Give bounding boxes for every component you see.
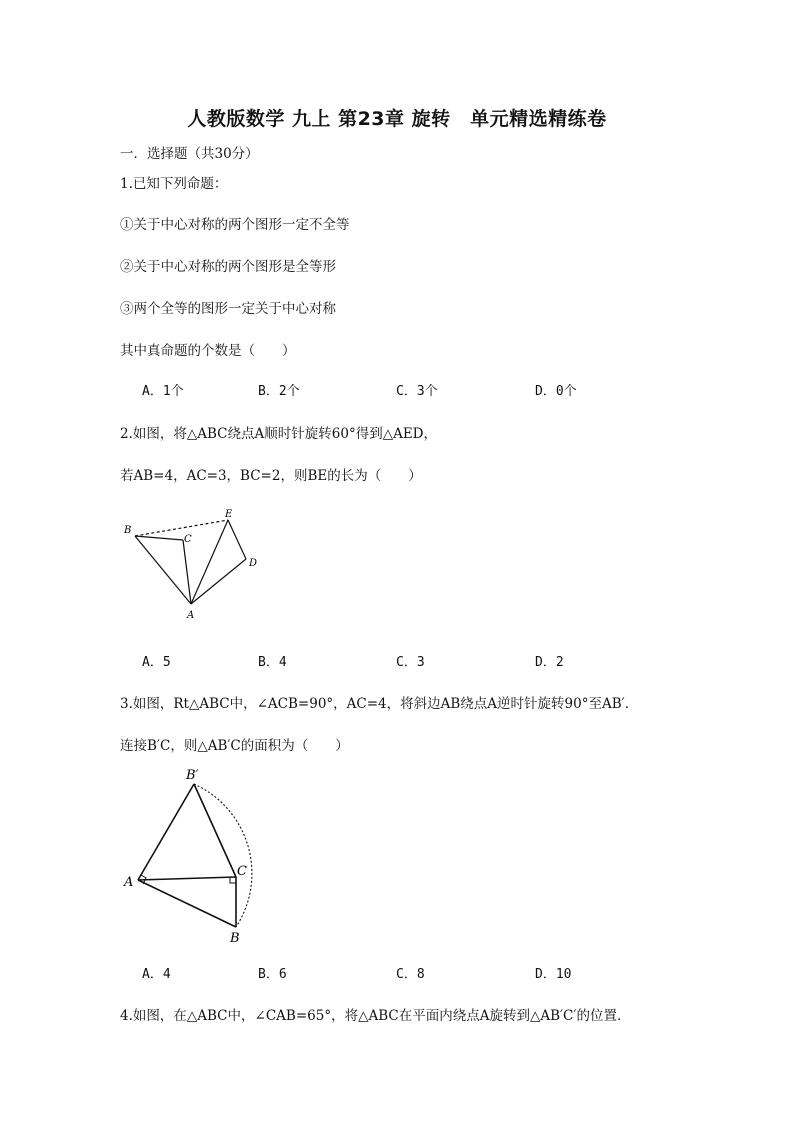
label-e: E — [225, 509, 233, 520]
q3-option-a[interactable]: A．4 — [142, 967, 171, 982]
label-bprime: B′ — [186, 768, 199, 783]
q1-option-b[interactable]: B．2个 — [258, 384, 300, 399]
q3-figure — [118, 762, 268, 947]
q1-option-a[interactable]: A．1个 — [142, 384, 184, 399]
segment-bc — [135, 536, 183, 540]
segment-ac — [138, 877, 236, 880]
rotation-arc — [194, 784, 252, 927]
q3-line-2: 连接B′C，则△AB′C的面积为（ ） — [120, 738, 349, 754]
q1-stem: 1.已知下列命题： — [120, 176, 228, 192]
q3-option-b[interactable]: B．6 — [258, 967, 287, 982]
q1-statement-2: ②关于中心对称的两个图形是全等形 — [120, 259, 336, 275]
segment-be-dashed — [135, 520, 228, 536]
q1-option-d[interactable]: D．0个 — [535, 384, 577, 399]
q2-option-d[interactable]: D．2 — [535, 655, 564, 670]
page-title: 人教版数学 九上 第23章 旋转 单元精选精练卷 — [187, 108, 607, 130]
segment-bprime-c — [194, 784, 236, 877]
section-heading: 一．选择题（共30分） — [120, 146, 259, 162]
q2-line-1: 2.如图，将△ABC绕点A顺时针旋转60°得到△AED， — [120, 426, 437, 442]
q2-figure — [118, 500, 278, 630]
q1-statement-1: ①关于中心对称的两个图形一定不全等 — [120, 217, 350, 233]
segment-ca — [183, 540, 191, 604]
label-a: A — [187, 610, 195, 621]
segment-ba — [135, 536, 191, 604]
segment-bprime-a — [138, 784, 194, 880]
label-c: C — [184, 534, 192, 545]
label-b: B — [230, 931, 240, 946]
segment-ae — [191, 520, 228, 604]
q1-statement-3: ③两个全等的图形一定关于中心对称 — [120, 301, 336, 317]
segment-ed — [228, 520, 246, 559]
q4-line-1: 4.如图，在△ABC中，∠CAB=65°，将△ABC在平面内绕点A旋转到△AB′C′的位置． — [120, 1008, 631, 1024]
segment-ab — [138, 880, 236, 927]
label-c: C — [237, 864, 247, 879]
q3-option-d[interactable]: D．10 — [535, 967, 572, 982]
q3-option-c[interactable]: C．8 — [396, 967, 425, 982]
q2-option-b[interactable]: B．4 — [258, 655, 287, 670]
q2-option-a[interactable]: A．5 — [142, 655, 171, 670]
label-d: D — [249, 558, 258, 569]
q3-line-1: 3.如图，Rt△ABC中，∠ACB=90°，AC=4，将斜边AB绕点A逆时针旋转90°至AB′． — [120, 696, 639, 712]
segment-da — [191, 559, 246, 604]
label-a: A — [124, 875, 134, 890]
q1-option-c[interactable]: C．3个 — [396, 384, 438, 399]
label-b: B — [124, 525, 132, 536]
q2-line-2: 若AB=4，AC=3，BC=2，则BE的长为（ ） — [120, 468, 422, 484]
q1-ask: 其中真命题的个数是（ ） — [120, 343, 296, 359]
q2-option-c[interactable]: C．3 — [396, 655, 425, 670]
